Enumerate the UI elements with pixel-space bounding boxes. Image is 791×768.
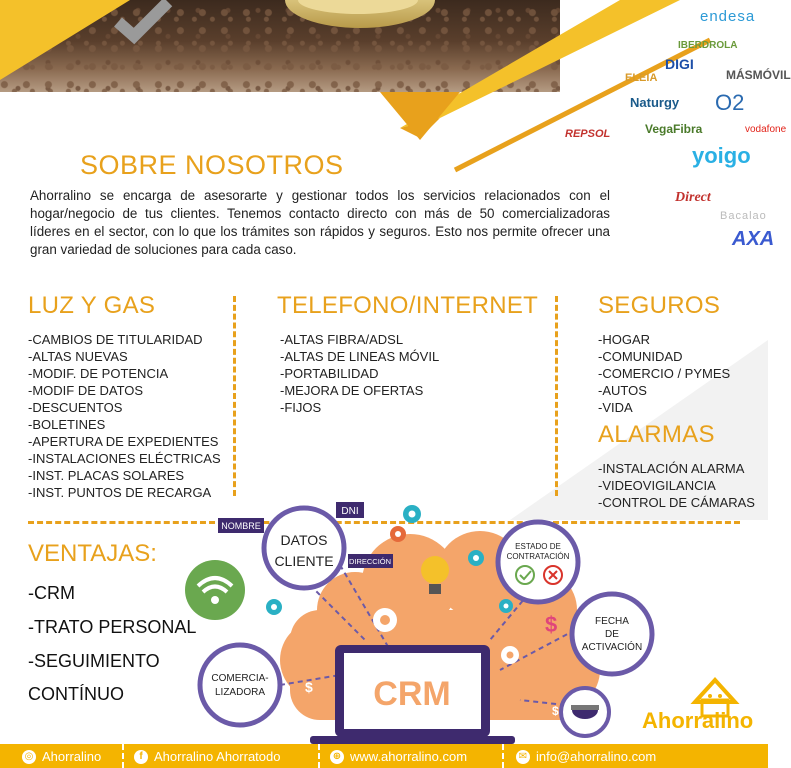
list-item: -VIDA — [598, 400, 633, 415]
datos-cliente-badge — [264, 508, 344, 588]
dollar-icon: $ — [545, 612, 558, 637]
ahorralino-logo — [640, 672, 768, 742]
ventaja-item: -CRM — [28, 583, 75, 603]
list-item: -AUTOS — [598, 383, 647, 398]
comercializadora-badge — [200, 645, 280, 725]
list-item: -COMUNIDAD — [598, 349, 683, 364]
footer-separator — [502, 744, 504, 768]
globe-icon: ⊕ — [330, 750, 344, 764]
security-camera-icon — [561, 688, 609, 736]
svg-text:FECHA: FECHA — [595, 616, 629, 627]
list-item: -INSTALACIÓN ALARMA — [598, 461, 745, 476]
about-text: Ahorralino se encarga de asesorarte y gestionar todos los servicios relacionados con el hogar/negocio de tus clientes. Tenemos contacto directo con más de 50 comercializadoras líderes en el sector, con lo que los trámites son rápidos y seguros. Esto nos permite ofrecer una gran variedad de soluciones para cada caso. — [30, 188, 610, 257]
list-item: -BOLETINES — [28, 417, 106, 432]
column-divider — [555, 296, 558, 496]
dollar-icon: $ — [305, 679, 313, 695]
gear-icon — [373, 608, 397, 632]
brand-direct: Direct — [675, 190, 711, 205]
brand-o2: O2 — [715, 90, 745, 115]
svg-text:NOMBRE: NOMBRE — [221, 521, 261, 531]
brand-bacalao: Bacalao — [720, 210, 767, 222]
facebook-icon: f — [134, 750, 148, 764]
gear-icon — [266, 599, 282, 615]
luz-gas-title: LUZ Y GAS — [28, 292, 156, 319]
laptop-icon — [310, 645, 515, 744]
column-divider — [233, 296, 236, 496]
svg-text:ACTIVACIÓN: ACTIVACIÓN — [581, 642, 643, 653]
list-item: -APERTURA DE EXPEDIENTES — [28, 434, 219, 449]
brand-repsol: REPSOL — [565, 128, 611, 140]
estado-contratacion-badge — [498, 522, 578, 602]
brand-vegafibra: VegaFibra — [645, 122, 703, 136]
svg-text:CONTRATACIÓN: CONTRATACIÓN — [506, 552, 570, 561]
instagram-handle: Ahorralino — [42, 749, 102, 764]
list-item: -ALTAS FIBRA/ADSL — [280, 332, 404, 347]
crm-illustration — [180, 500, 680, 744]
list-item: -VIDEOVIGILANCIA — [598, 478, 716, 493]
brand-masmovil: MÁSMÓVIL — [726, 68, 791, 82]
svg-text:LIZADORA: LIZADORA — [214, 687, 266, 698]
svg-text:ESTADO DE: ESTADO DE — [515, 542, 561, 551]
about-title: SOBRE NOSOTROS — [80, 150, 344, 180]
footer-email[interactable] — [516, 749, 656, 764]
gear-icon — [403, 505, 421, 523]
website-url: www.ahorralino.com — [350, 749, 468, 764]
ventaja-item: -SEGUIMIENTO — [28, 651, 160, 671]
footer-instagram[interactable] — [22, 749, 101, 764]
alarmas-title: ALARMAS — [598, 421, 715, 448]
svg-text:DE: DE — [605, 629, 619, 640]
list-item: -COMERCIO / PYMES — [598, 366, 731, 381]
svg-text:CLIENTE: CLIENTE — [274, 553, 334, 569]
seguros-title: SEGUROS — [598, 292, 721, 319]
list-item: -MODIF DE DATOS — [28, 383, 144, 398]
wifi-icon — [185, 560, 245, 620]
ventajas-title: VENTAJAS: — [28, 540, 157, 567]
list-item: -HOGAR — [598, 332, 650, 347]
gear-icon — [501, 646, 519, 664]
telefono-internet-title: TELEFONO/INTERNET — [277, 292, 539, 319]
list-item: -CONTROL DE CÁMARAS — [598, 495, 755, 510]
gear-icon — [499, 599, 513, 613]
ventaja-item: -TRATO PERSONAL — [28, 617, 197, 637]
brand-yoigo: yoigo — [692, 143, 751, 168]
list-item: -ALTAS DE LINEAS MÓVIL — [280, 349, 440, 364]
brand-iberdrola: IBERDROLA — [678, 40, 738, 51]
footer-separator — [122, 744, 124, 768]
list-item: -MODIF. DE POTENCIA — [28, 366, 169, 381]
list-item: -INST. PLACAS SOLARES — [28, 468, 185, 483]
list-item: -ALTAS NUEVAS — [28, 349, 128, 364]
grey-check-decoration — [110, 0, 170, 40]
footer-website[interactable] — [330, 749, 467, 764]
svg-text:COMERCIA-: COMERCIA- — [211, 673, 269, 684]
luz-gas-list — [28, 331, 221, 501]
gear-icon — [390, 526, 406, 542]
fecha-activacion-badge — [572, 594, 652, 674]
svg-text:DNI: DNI — [341, 506, 359, 517]
email-icon: ✉ — [516, 750, 530, 764]
direccion-tag — [348, 554, 393, 568]
brand-endesa: endesa — [700, 8, 756, 25]
list-item: -PORTABILIDAD — [280, 366, 379, 381]
nombre-tag — [218, 518, 264, 533]
svg-text:DATOS: DATOS — [280, 532, 328, 548]
email-address: info@ahorralino.com — [536, 749, 657, 764]
list-item: -INST. PUNTOS DE RECARGA — [28, 485, 212, 500]
brand-naturgy: Naturgy — [630, 95, 680, 110]
footer-facebook[interactable] — [134, 749, 280, 764]
facebook-handle: Ahorralino Ahorratodo — [154, 749, 281, 764]
seguros-list — [598, 331, 730, 416]
brand-digi: DIGI — [665, 56, 694, 72]
gear-icon — [468, 550, 484, 566]
list-item: -CAMBIOS DE TITULARIDAD — [28, 332, 203, 347]
list-item: -DESCUENTOS — [28, 400, 123, 415]
footer-bar — [0, 744, 768, 768]
footer-separator — [318, 744, 320, 768]
svg-text:DIRECCIÓN: DIRECCIÓN — [348, 557, 392, 566]
dni-tag — [336, 502, 364, 518]
brand-axa: AXA — [732, 228, 775, 250]
instagram-icon: ◎ — [22, 750, 36, 764]
logo-text: Ahorralino — [642, 708, 754, 733]
ventaja-item: CONTÍNUO — [28, 684, 124, 704]
telefono-internet-list — [280, 331, 439, 416]
brand-vodafone: vodafone — [745, 124, 787, 135]
list-item: -INSTALACIONES ELÉCTRICAS — [28, 451, 221, 466]
list-item: -FIJOS — [280, 400, 322, 415]
brand-eleia: ELEIA — [625, 72, 658, 84]
dollar-icon: $ — [552, 704, 559, 718]
crm-screen-label: CRM — [373, 675, 451, 713]
orange-triangle — [380, 92, 460, 140]
list-item: -MEJORA DE OFERTAS — [280, 383, 424, 398]
